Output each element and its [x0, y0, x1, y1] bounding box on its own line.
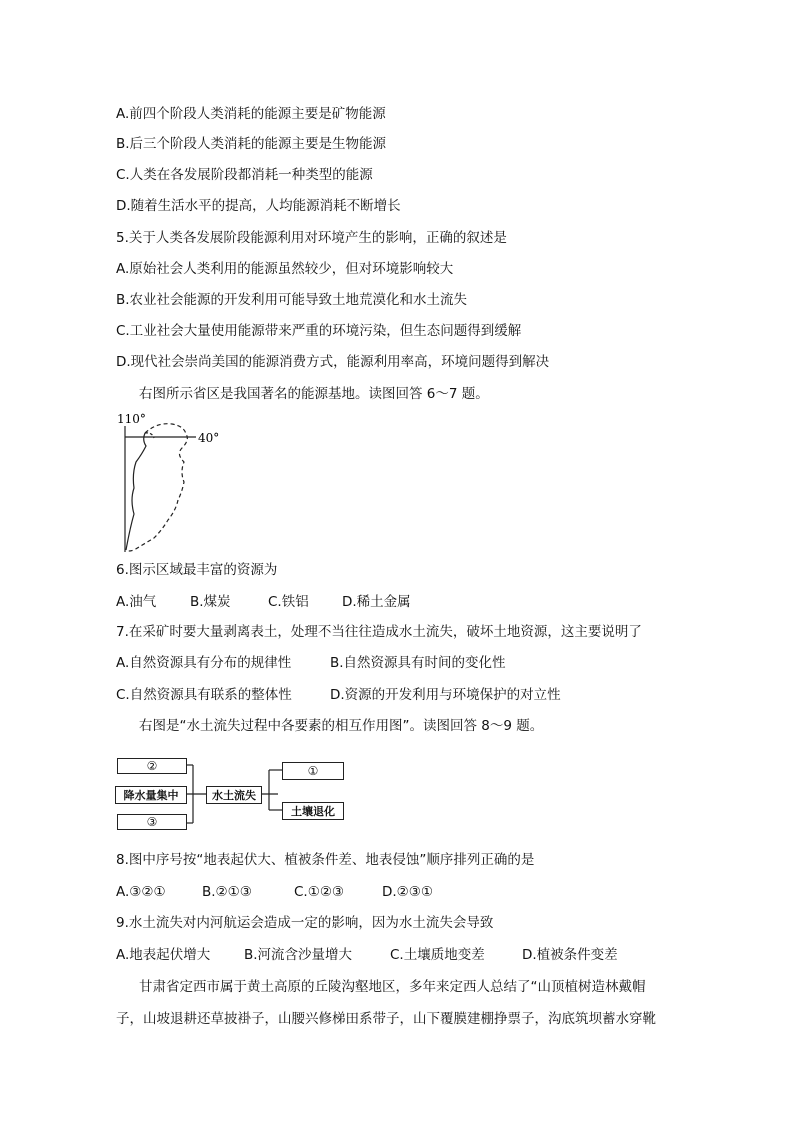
q7-options-cd — [116, 686, 561, 704]
q7-options-ab — [116, 654, 506, 672]
intro-6-7: 右图所示省区是我国著名的能源基地。读图回答 6～7 题。 — [139, 386, 489, 402]
question-8: 8.图中序号按“地表起伏大、植被条件差、地表侵蚀”顺序排列正确的是 — [116, 852, 535, 868]
q6-options — [116, 593, 411, 611]
province-map — [112, 410, 222, 555]
q8-option-b: B.②①③ — [202, 884, 252, 900]
question-6: 6.图示区域最丰富的资源为 — [116, 562, 278, 578]
passage-line-1: 甘肃省定西市属于黄土高原的丘陵沟壑地区，多年来定西人总结了“山顶植树造林戴帽 — [139, 979, 646, 995]
longitude-label: 110° — [117, 412, 146, 426]
question-9: 9.水土流失对内河航运会造成一定的影响，因为水土流失会导致 — [116, 915, 494, 931]
q8-option-c: C.①②③ — [294, 884, 345, 900]
q6-option-d: D.稀土金属 — [342, 594, 411, 610]
q4-option-d: D.随着生活水平的提高，人均能源消耗不断增长 — [116, 198, 401, 214]
q4-option-b: B.后三个阶段人类消耗的能源主要是生物能源 — [116, 136, 387, 152]
latitude-label: 40° — [198, 431, 220, 445]
q8-options — [116, 883, 433, 901]
q7-option-c: C.自然资源具有联系的整体性 — [116, 687, 292, 703]
flow-diagram — [114, 757, 346, 831]
q7-option-d: D.资源的开发利用与环境保护的对立性 — [330, 687, 561, 703]
q8-option-a: A.③②① — [116, 884, 166, 900]
q9-option-c: C.土壤质地变差 — [390, 947, 485, 963]
q5-option-a: A.原始社会人类利用的能源虽然较少，但对环境影响较大 — [116, 261, 454, 277]
question-7: 7.在采矿时要大量剥离表土，处理不当往往造成水土流失，破坏土地资源，这主要说明了 — [116, 624, 642, 640]
q9-options — [116, 946, 618, 964]
question-5: 5.关于人类各发展阶段能源利用对环境产生的影响，正确的叙述是 — [116, 230, 507, 246]
q5-option-c: C.工业社会大量使用能源带来严重的环境污染，但生态问题得到缓解 — [116, 323, 522, 339]
q5-option-d: D.现代社会崇尚美国的能源消费方式，能源利用率高，环境问题得到解决 — [116, 354, 550, 370]
q4-option-c: C.人类在各发展阶段都消耗一种类型的能源 — [116, 167, 373, 183]
q7-option-a: A.自然资源具有分布的规律性 — [116, 655, 292, 671]
box-circle-2: ② — [117, 758, 187, 774]
q5-option-b: B.农业社会能源的开发利用可能导致土地荒漠化和水土流失 — [116, 292, 468, 308]
q6-option-a: A.油气 — [116, 594, 157, 610]
q9-option-d: D.植被条件变差 — [522, 947, 618, 963]
q6-option-b: B.煤炭 — [190, 594, 231, 610]
passage-line-2: 子，山坡退耕还草披褂子，山腰兴修梯田系带子，山下覆膜建棚挣票子，沟底筑坝蓄水穿靴 — [116, 1011, 656, 1027]
box-circle-3: ③ — [117, 814, 187, 830]
q8-option-d: D.②③① — [382, 884, 433, 900]
q4-option-a: A.前四个阶段人类消耗的能源主要是矿物能源 — [116, 106, 386, 122]
box-soil-degradation: 土壤退化 — [282, 802, 344, 820]
q6-option-c: C.铁铝 — [268, 594, 309, 610]
box-circle-1: ① — [282, 762, 344, 780]
q9-option-a: A.地表起伏增大 — [116, 947, 211, 963]
intro-8-9: 右图是“水土流失过程中各要素的相互作用图”。读图回答 8～9 题。 — [139, 718, 544, 734]
box-precip-concentrated: 降水量集中 — [115, 786, 187, 804]
box-soil-erosion: 水土流失 — [206, 786, 262, 804]
q9-option-b: B.河流含沙量增大 — [244, 947, 353, 963]
q7-option-b: B.自然资源具有时间的变化性 — [330, 655, 506, 671]
